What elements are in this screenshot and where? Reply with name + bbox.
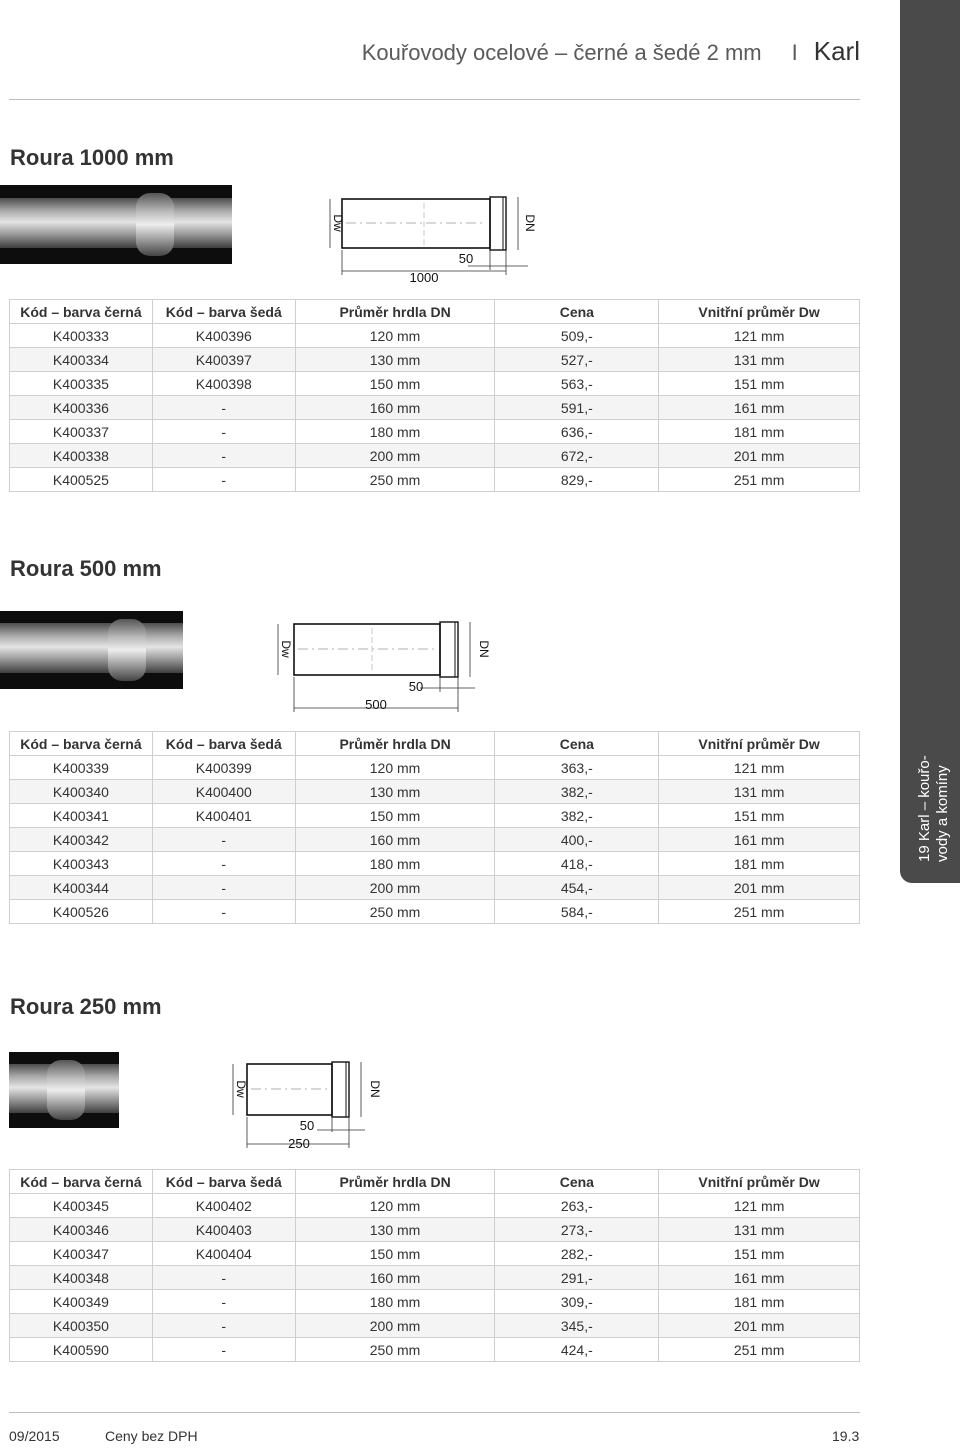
column-header: Cena bbox=[495, 300, 659, 324]
table-cell: K400398 bbox=[152, 372, 295, 396]
table-cell: K400342 bbox=[10, 828, 153, 852]
table-cell: 161 mm bbox=[659, 828, 860, 852]
table-row bbox=[10, 1194, 860, 1218]
table-cell: 181 mm bbox=[659, 1290, 860, 1314]
table-row bbox=[10, 756, 860, 780]
table-cell: K400397 bbox=[152, 348, 295, 372]
table-header-row bbox=[10, 732, 860, 756]
table-cell: K400402 bbox=[152, 1194, 295, 1218]
table-cell: 131 mm bbox=[659, 348, 860, 372]
table-cell: 160 mm bbox=[295, 828, 495, 852]
table-cell: - bbox=[152, 1290, 295, 1314]
footer-date: 09/2015 bbox=[9, 1428, 60, 1444]
table-cell: 309,- bbox=[495, 1290, 659, 1314]
table-cell: - bbox=[152, 1338, 295, 1362]
footer-page-number: 19.3 bbox=[832, 1428, 860, 1444]
table-cell: 201 mm bbox=[659, 444, 860, 468]
pipe-drawing-500 bbox=[270, 620, 495, 716]
footer-divider bbox=[9, 1412, 860, 1413]
table-cell: 363,- bbox=[495, 756, 659, 780]
table-row bbox=[10, 804, 860, 828]
table-cell: K400333 bbox=[10, 324, 153, 348]
table-row bbox=[10, 876, 860, 900]
table-cell: 120 mm bbox=[295, 1194, 495, 1218]
table-cell: K400336 bbox=[10, 396, 153, 420]
drawing-dw-label: Dw bbox=[279, 640, 293, 658]
pipe-photo-250 bbox=[9, 1052, 119, 1128]
table-cell: 130 mm bbox=[295, 348, 495, 372]
table-cell: 150 mm bbox=[295, 804, 495, 828]
table-row bbox=[10, 348, 860, 372]
table-cell: 200 mm bbox=[295, 444, 495, 468]
table-cell: 201 mm bbox=[659, 876, 860, 900]
table-cell: 130 mm bbox=[295, 1218, 495, 1242]
table-cell: 250 mm bbox=[295, 900, 495, 924]
table-cell: K400337 bbox=[10, 420, 153, 444]
table-cell: 120 mm bbox=[295, 756, 495, 780]
drawing-dn-label: DN bbox=[368, 1080, 382, 1098]
table-cell: K400350 bbox=[10, 1314, 153, 1338]
column-header: Kód – barva šedá bbox=[152, 732, 295, 756]
table-cell: 509,- bbox=[495, 324, 659, 348]
table-cell: - bbox=[152, 396, 295, 420]
table-row bbox=[10, 444, 860, 468]
table-cell: - bbox=[152, 444, 295, 468]
header-brand: Karl bbox=[813, 36, 860, 66]
header-separator: I bbox=[791, 40, 798, 65]
table-cell: 591,- bbox=[495, 396, 659, 420]
table-cell: 160 mm bbox=[295, 396, 495, 420]
table-cell: 151 mm bbox=[659, 372, 860, 396]
table-cell: 161 mm bbox=[659, 396, 860, 420]
table-cell: K400399 bbox=[152, 756, 295, 780]
column-header: Kód – barva černá bbox=[10, 732, 153, 756]
table-row bbox=[10, 324, 860, 348]
drawing-length-label: 500 bbox=[365, 697, 387, 712]
table-cell: K400404 bbox=[152, 1242, 295, 1266]
table-cell: 382,- bbox=[495, 780, 659, 804]
table-row bbox=[10, 468, 860, 492]
table-cell: K400400 bbox=[152, 780, 295, 804]
pipe-drawing-1000 bbox=[318, 195, 548, 287]
drawing-socket-label: 50 bbox=[408, 679, 424, 694]
table-cell: 151 mm bbox=[659, 1242, 860, 1266]
table-cell: - bbox=[152, 420, 295, 444]
pipe-photo-500 bbox=[0, 611, 183, 689]
column-header: Průměr hrdla DN bbox=[295, 300, 495, 324]
page-header bbox=[0, 36, 860, 67]
table-cell: 251 mm bbox=[659, 468, 860, 492]
table-cell: K400343 bbox=[10, 852, 153, 876]
table-cell: K400345 bbox=[10, 1194, 153, 1218]
footer-note: Ceny bez DPH bbox=[105, 1428, 198, 1444]
table-cell: K400344 bbox=[10, 876, 153, 900]
column-header: Vnitřní průměr Dw bbox=[659, 732, 860, 756]
column-header: Kód – barva černá bbox=[10, 1170, 153, 1194]
table-cell: K400396 bbox=[152, 324, 295, 348]
column-header: Cena bbox=[495, 1170, 659, 1194]
drawing-socket-label: 50 bbox=[458, 251, 474, 266]
table-cell: 282,- bbox=[495, 1242, 659, 1266]
pipe-photo-1000 bbox=[0, 185, 232, 264]
table-cell: 180 mm bbox=[295, 420, 495, 444]
table-cell: 180 mm bbox=[295, 852, 495, 876]
table-cell: 563,- bbox=[495, 372, 659, 396]
section-title-1000: Roura 1000 mm bbox=[10, 145, 174, 170]
table-cell: - bbox=[152, 1314, 295, 1338]
price-table-500 bbox=[9, 731, 860, 924]
column-header: Průměr hrdla DN bbox=[295, 1170, 495, 1194]
table-cell: - bbox=[152, 876, 295, 900]
table-cell: 121 mm bbox=[659, 324, 860, 348]
table-row bbox=[10, 1266, 860, 1290]
table-cell: K400338 bbox=[10, 444, 153, 468]
table-cell: 345,- bbox=[495, 1314, 659, 1338]
table-cell: 382,- bbox=[495, 804, 659, 828]
column-header: Vnitřní průměr Dw bbox=[659, 1170, 860, 1194]
column-header: Kód – barva šedá bbox=[152, 1170, 295, 1194]
table-cell: 181 mm bbox=[659, 420, 860, 444]
table-cell: 150 mm bbox=[295, 1242, 495, 1266]
drawing-dw-label: Dw bbox=[234, 1080, 248, 1098]
table-cell: 400,- bbox=[495, 828, 659, 852]
table-row bbox=[10, 828, 860, 852]
table-row bbox=[10, 1338, 860, 1362]
table-cell: 273,- bbox=[495, 1218, 659, 1242]
table-cell: K400340 bbox=[10, 780, 153, 804]
table-cell: 250 mm bbox=[295, 468, 495, 492]
chapter-side-label bbox=[916, 752, 952, 862]
table-cell: K400403 bbox=[152, 1218, 295, 1242]
table-cell: 251 mm bbox=[659, 900, 860, 924]
table-cell: 150 mm bbox=[295, 372, 495, 396]
table-cell: 161 mm bbox=[659, 1266, 860, 1290]
table-cell: - bbox=[152, 852, 295, 876]
column-header: Cena bbox=[495, 732, 659, 756]
table-row bbox=[10, 396, 860, 420]
table-cell: K400339 bbox=[10, 756, 153, 780]
column-header: Průměr hrdla DN bbox=[295, 732, 495, 756]
table-cell: 251 mm bbox=[659, 1338, 860, 1362]
table-cell: K400335 bbox=[10, 372, 153, 396]
table-cell: K400348 bbox=[10, 1266, 153, 1290]
table-cell: 454,- bbox=[495, 876, 659, 900]
table-header-row bbox=[10, 1170, 860, 1194]
table-cell: 200 mm bbox=[295, 876, 495, 900]
table-cell: 181 mm bbox=[659, 852, 860, 876]
price-table-250 bbox=[9, 1169, 860, 1362]
drawing-dn-label: DN bbox=[523, 214, 537, 232]
header-title: Kouřovody ocelové – černé a šedé 2 mm bbox=[361, 40, 762, 65]
table-cell: K400349 bbox=[10, 1290, 153, 1314]
table-cell: 636,- bbox=[495, 420, 659, 444]
drawing-socket-label: 50 bbox=[299, 1118, 315, 1133]
header-divider bbox=[9, 99, 860, 100]
table-row bbox=[10, 372, 860, 396]
drawing-length-label: 1000 bbox=[409, 270, 439, 285]
table-cell: - bbox=[152, 900, 295, 924]
table-cell: 424,- bbox=[495, 1338, 659, 1362]
table-cell: 291,- bbox=[495, 1266, 659, 1290]
table-cell: 130 mm bbox=[295, 780, 495, 804]
table-cell: 121 mm bbox=[659, 1194, 860, 1218]
table-header-row bbox=[10, 300, 860, 324]
table-cell: K400526 bbox=[10, 900, 153, 924]
table-row bbox=[10, 1290, 860, 1314]
table-cell: 121 mm bbox=[659, 756, 860, 780]
table-cell: 131 mm bbox=[659, 1218, 860, 1242]
drawing-length-label: 250 bbox=[288, 1136, 310, 1151]
section-title-250: Roura 250 mm bbox=[10, 994, 162, 1019]
column-header: Vnitřní průměr Dw bbox=[659, 300, 860, 324]
table-cell: K400401 bbox=[152, 804, 295, 828]
table-cell: 250 mm bbox=[295, 1338, 495, 1362]
table-cell: 120 mm bbox=[295, 324, 495, 348]
table-cell: 131 mm bbox=[659, 780, 860, 804]
chapter-side-text: 19 Karl – kouřo-vody a komíny bbox=[916, 755, 951, 862]
table-cell: K400334 bbox=[10, 348, 153, 372]
table-cell: K400347 bbox=[10, 1242, 153, 1266]
table-cell: 527,- bbox=[495, 348, 659, 372]
drawing-dn-label: DN bbox=[477, 640, 491, 658]
table-cell: K400590 bbox=[10, 1338, 153, 1362]
table-cell: 418,- bbox=[495, 852, 659, 876]
table-cell: 160 mm bbox=[295, 1266, 495, 1290]
table-cell: K400346 bbox=[10, 1218, 153, 1242]
price-table-1000 bbox=[9, 299, 860, 492]
pipe-drawing-250 bbox=[225, 1060, 385, 1154]
table-cell: - bbox=[152, 828, 295, 852]
table-row bbox=[10, 1314, 860, 1338]
table-cell: 201 mm bbox=[659, 1314, 860, 1338]
table-row bbox=[10, 852, 860, 876]
table-cell: 584,- bbox=[495, 900, 659, 924]
table-row bbox=[10, 780, 860, 804]
chapter-side-tab bbox=[900, 0, 960, 883]
section-title-500: Roura 500 mm bbox=[10, 556, 162, 581]
column-header: Kód – barva černá bbox=[10, 300, 153, 324]
table-cell: 200 mm bbox=[295, 1314, 495, 1338]
table-cell: K400341 bbox=[10, 804, 153, 828]
table-row bbox=[10, 1242, 860, 1266]
table-cell: K400525 bbox=[10, 468, 153, 492]
table-cell: 151 mm bbox=[659, 804, 860, 828]
table-row bbox=[10, 1218, 860, 1242]
table-row bbox=[10, 900, 860, 924]
column-header: Kód – barva šedá bbox=[152, 300, 295, 324]
table-cell: - bbox=[152, 468, 295, 492]
table-cell: 263,- bbox=[495, 1194, 659, 1218]
table-cell: 180 mm bbox=[295, 1290, 495, 1314]
table-row bbox=[10, 420, 860, 444]
drawing-dw-label: Dw bbox=[331, 214, 345, 232]
table-cell: 829,- bbox=[495, 468, 659, 492]
table-cell: 672,- bbox=[495, 444, 659, 468]
table-cell: - bbox=[152, 1266, 295, 1290]
